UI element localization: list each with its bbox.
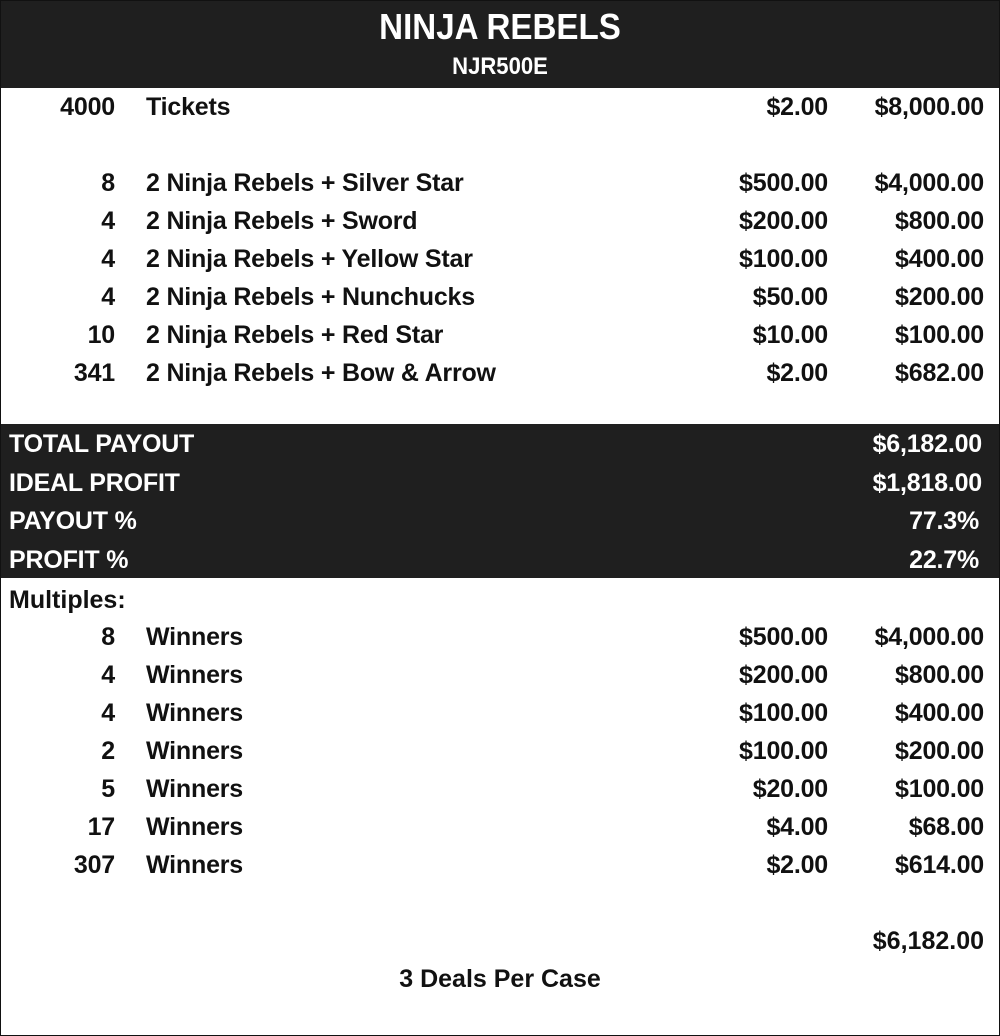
summary-row-payout-pct: [1, 501, 999, 540]
prize-list: [1, 164, 999, 392]
prize-row: [1, 202, 999, 240]
prize-desc: 2 Ninja Rebels + Silver Star: [146, 169, 464, 197]
grand-total: $6,182.00: [872, 927, 984, 955]
multiple-qty: 4: [101, 661, 115, 689]
multiple-price: $100.00: [739, 737, 828, 765]
prize-qty: 341: [73, 359, 115, 387]
multiple-qty: 2: [101, 737, 115, 765]
multiple-total: $4,000.00: [874, 623, 984, 651]
summary-value: 77.3%: [909, 507, 979, 535]
prize-price: $100.00: [739, 245, 828, 273]
multiple-desc: Winners: [146, 775, 244, 803]
multiple-qty: 307: [73, 851, 115, 879]
prize-price: $10.00: [752, 321, 828, 349]
summary-row-total-payout: [1, 424, 999, 463]
multiple-qty: 5: [101, 775, 115, 803]
deals-per-case-note: 3 Deals Per Case: [399, 965, 601, 993]
multiple-row: [1, 656, 999, 694]
multiples-heading: Multiples:: [9, 586, 126, 614]
prize-total: $200.00: [895, 283, 984, 311]
summary-value: 22.7%: [909, 545, 979, 574]
multiple-desc: Winners: [146, 661, 244, 689]
prize-price: $200.00: [739, 207, 828, 235]
prize-price: $50.00: [752, 283, 828, 311]
multiple-desc: Winners: [146, 623, 244, 651]
multiples-list: [1, 618, 999, 884]
prize-desc: 2 Ninja Rebels + Yellow Star: [146, 245, 473, 273]
prize-row: [1, 354, 999, 392]
tickets-price: $2.00: [766, 93, 828, 121]
prize-desc: 2 Ninja Rebels + Red Star: [146, 321, 444, 349]
header-band: [1, 1, 999, 88]
game-code: NJR500E: [452, 53, 548, 80]
prize-total: $4,000.00: [874, 169, 984, 197]
summary-value: $6,182.00: [872, 430, 982, 458]
prize-row: [1, 316, 999, 354]
prize-qty: 10: [87, 321, 115, 349]
summary-band: [1, 424, 999, 578]
prize-total: $100.00: [895, 321, 984, 349]
prize-price: $500.00: [739, 169, 828, 197]
grand-total-row: [1, 922, 999, 960]
prize-desc: 2 Ninja Rebels + Nunchucks: [146, 283, 475, 311]
prize-total: $800.00: [895, 207, 984, 235]
multiple-total: $100.00: [895, 775, 984, 803]
prize-row: [1, 164, 999, 202]
multiple-row: [1, 770, 999, 808]
spacer: [1, 126, 999, 164]
multiple-row: [1, 808, 999, 846]
multiple-price: $100.00: [739, 699, 828, 727]
spacer: [1, 392, 999, 424]
multiple-row: [1, 694, 999, 732]
multiple-total: $614.00: [895, 851, 984, 879]
multiple-price: $2.00: [766, 851, 828, 879]
summary-row-profit-pct: [1, 540, 999, 579]
summary-value: $1,818.00: [872, 468, 982, 497]
multiple-total: $800.00: [895, 661, 984, 689]
prize-qty: 4: [101, 283, 115, 311]
multiple-desc: Winners: [146, 737, 244, 765]
multiple-total: $68.00: [908, 813, 984, 841]
multiple-price: $20.00: [752, 775, 828, 803]
multiple-total: $200.00: [895, 737, 984, 765]
summary-label: TOTAL PAYOUT: [9, 430, 195, 458]
prize-row: [1, 278, 999, 316]
multiple-total: $400.00: [895, 699, 984, 727]
multiple-price: $200.00: [739, 661, 828, 689]
multiple-row: [1, 846, 999, 884]
summary-label: PAYOUT %: [9, 507, 137, 535]
multiple-qty: 17: [87, 813, 115, 841]
multiple-row: [1, 732, 999, 770]
multiple-price: $500.00: [739, 623, 828, 651]
tickets-qty: 4000: [60, 93, 115, 121]
prize-desc: 2 Ninja Rebels + Sword: [146, 207, 418, 235]
spacer: [1, 884, 999, 922]
tickets-total: $8,000.00: [874, 93, 984, 121]
game-title: NINJA REBELS: [379, 6, 621, 47]
summary-label: IDEAL PROFIT: [9, 468, 180, 497]
multiple-desc: Winners: [146, 699, 244, 727]
multiple-qty: 4: [101, 699, 115, 727]
prize-qty: 4: [101, 245, 115, 273]
multiple-desc: Winners: [146, 813, 244, 841]
summary-row-ideal-profit: [1, 463, 999, 502]
tickets-row: [1, 88, 999, 126]
prize-price: $2.00: [766, 359, 828, 387]
tickets-label: Tickets: [146, 93, 231, 121]
prize-total: $400.00: [895, 245, 984, 273]
prize-total: $682.00: [895, 359, 984, 387]
multiple-desc: Winners: [146, 851, 244, 879]
multiple-row: [1, 618, 999, 656]
multiple-qty: 8: [101, 623, 115, 651]
prize-row: [1, 240, 999, 278]
multiple-price: $4.00: [766, 813, 828, 841]
prize-desc: 2 Ninja Rebels + Bow & Arrow: [146, 359, 496, 387]
prize-qty: 8: [101, 169, 115, 197]
prize-qty: 4: [101, 207, 115, 235]
summary-label: PROFIT %: [9, 545, 129, 574]
